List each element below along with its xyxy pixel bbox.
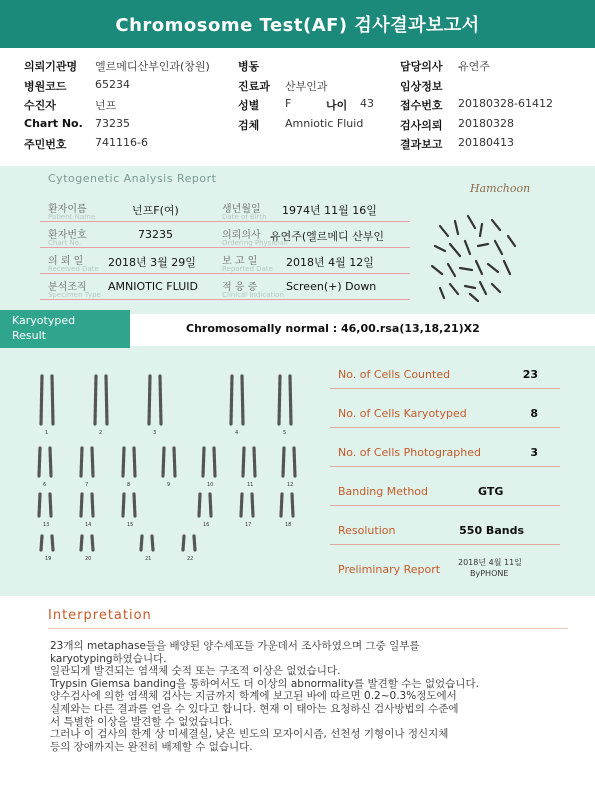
chromosome-17 (241, 494, 242, 516)
chromosome-number: 21 (145, 556, 152, 562)
doctor-value: 유연주 (458, 60, 490, 73)
indication-label: 적 응 증 (222, 282, 258, 293)
banding-label: Banding Method (338, 485, 429, 498)
row-divider (40, 273, 410, 274)
chromosome-21 (141, 536, 142, 550)
specimen-label: 검체 (238, 119, 260, 132)
counted-value: 23 (522, 368, 538, 381)
stat-divider (330, 427, 560, 428)
patient-name-label: 환자이름 (48, 204, 87, 215)
chromosome-8 (134, 448, 135, 476)
resolution-value: 550 Bands (459, 524, 524, 537)
karyotyped-result-label-box (0, 310, 130, 348)
chromosome-21 (152, 536, 153, 550)
banding-value: GTG (478, 485, 504, 498)
sex-label: 성별 (238, 99, 260, 112)
chromosome-7 (92, 448, 93, 476)
dob-label: 생년월일 (222, 204, 261, 215)
chromosome-5 (279, 376, 280, 424)
interpretation-line: 서 특별한 이상을 발견할 수 없었습니다. (50, 715, 233, 728)
receipt-value: 20180328-61412 (458, 97, 553, 110)
chromosome-number: 6 (43, 482, 47, 488)
photographed-label: No. of Cells Photographed (338, 446, 481, 459)
doctor-label: 담당의사 (400, 60, 443, 73)
chart-no-label: 환자번호 (48, 230, 87, 241)
chart-label: Chart No. (24, 117, 83, 130)
analysis-stats (330, 356, 560, 586)
chromosome-13 (39, 494, 40, 516)
interpretation-line: 등의 장애까지는 완전히 배제할 수 없습니다. (50, 740, 253, 753)
received-label: 의 뢰 일 (48, 256, 84, 267)
resolution-label: Resolution (338, 524, 396, 537)
chromosome-number: 4 (235, 430, 239, 436)
chromosome-19 (52, 536, 53, 550)
chromosome-19 (41, 536, 42, 550)
received-sub: Received Date (48, 265, 99, 273)
karyotype-result: Chromosomally normal : 46,00.rsa(13,18,21)X2 (186, 322, 480, 335)
specimen-type-sub: Specimen Type (48, 291, 101, 299)
chromosome-number: 17 (245, 522, 252, 528)
report-date-label: 결과보고 (400, 138, 443, 151)
chromosome-number: 8 (127, 482, 131, 488)
ward-label: 병동 (238, 60, 260, 73)
chromosome-number: 11 (247, 482, 254, 488)
chromosome-number: 22 (187, 556, 194, 562)
chromosome-10 (214, 448, 215, 476)
chromosome-1 (52, 376, 53, 424)
chromosome-6 (50, 448, 51, 476)
chromosome-16 (199, 494, 200, 516)
dept-label: 진료과 (238, 80, 270, 93)
chromosome-20 (92, 536, 93, 550)
clinical-label: 임상정보 (400, 80, 443, 93)
chromosome-3 (160, 376, 161, 424)
chart-no-value: 73235 (138, 228, 173, 241)
chromosome-number: 2 (99, 430, 103, 436)
specimen-value: Amniotic Fluid (285, 117, 364, 130)
chromosome-16 (210, 494, 211, 516)
photographed-value: 3 (530, 446, 538, 459)
hospcode-label: 병원코드 (24, 80, 67, 93)
prelim-via: ByPHONE (470, 569, 509, 578)
karyotyped-count-value: 8 (530, 407, 538, 420)
interpretation-line: 실제와는 다른 결과를 얻을 수 있다고 합니다. 현재 이 태아는 요청하신 검사방법의 수준에 (50, 702, 459, 715)
dob-value: 1974년 11월 16일 (282, 204, 377, 217)
rrn-label: 주민번호 (24, 138, 67, 151)
chromosome-20 (81, 536, 82, 550)
row-divider (40, 221, 410, 222)
chart-no-sub: Chart No. (48, 239, 82, 247)
interpretation-divider (48, 628, 568, 629)
ordering-sub: Ordering Physician (222, 239, 288, 247)
chromosome-11 (254, 448, 255, 476)
patient-info-table (40, 194, 410, 304)
karyotype-result-box (130, 314, 595, 346)
chromosome-10 (203, 448, 204, 476)
interpretation-line: 그러나 이 검사의 한계 상 미세결실, 낮은 빈도의 모자이시즘, 선천성 기형이나 정신지체 (50, 728, 449, 741)
chromosome-11 (243, 448, 244, 476)
interpretation-text (50, 640, 570, 753)
chromosome-number: 10 (207, 482, 214, 488)
chromosome-9 (163, 448, 164, 476)
chromosome-4 (242, 376, 243, 424)
stat-divider (330, 505, 560, 506)
chromosome-18 (281, 494, 282, 516)
received-value: 2018년 3월 29일 (108, 256, 196, 269)
chromosome-number: 3 (153, 430, 157, 436)
chromosome-14 (92, 494, 93, 516)
prelim-label: Preliminary Report (338, 563, 441, 576)
chromosome-number: 20 (85, 556, 92, 562)
chromosome-12 (294, 448, 295, 476)
request-value: 20180328 (458, 117, 514, 130)
karyogram-image (26, 372, 316, 572)
chromosome-number: 7 (85, 482, 89, 488)
specimen-type-value: AMNIOTIC FLUID (108, 280, 198, 293)
patient-name-sub: Patient Name (48, 213, 96, 221)
chromosome-14 (81, 494, 82, 516)
reported-label: 보 고 일 (222, 256, 258, 267)
interpretation-line: 양수검사에 의한 염색체 검사는 지금까지 학계에 보고된 바에 따르면 0.2~0.3%정도에서 (50, 690, 457, 703)
dob-sub: Date of Birth (222, 213, 267, 221)
request-label: 검사의뢰 (400, 119, 443, 132)
chromosome-number: 16 (203, 522, 210, 528)
reported-value: 2018년 4월 12일 (286, 256, 374, 269)
hospcode-value: 65234 (95, 78, 130, 91)
receipt-label: 접수번호 (400, 99, 443, 112)
metaphase-spread-image (420, 206, 530, 306)
chromosome-number: 18 (285, 522, 292, 528)
chromosome-5 (290, 376, 291, 424)
chromosome-number: 1 (45, 430, 49, 436)
hospital-value: 엘르메디산부인과(창원) (95, 60, 210, 73)
stat-divider (330, 466, 560, 467)
hospital-label: 의뢰기관명 (24, 60, 78, 73)
chromosome-13 (50, 494, 51, 516)
chromosome-4 (231, 376, 232, 424)
cytogenetic-report (0, 166, 595, 596)
interpretation-line: Trypsin Giemsa banding을 통하여서도 더 이상의 abnormality를 발견할 수는 없었습니다. (50, 677, 479, 690)
report-date-value: 20180413 (458, 136, 514, 149)
dept-value: 산부인과 (285, 80, 328, 93)
row-divider (40, 299, 410, 300)
chromosome-9 (174, 448, 175, 476)
chromosome-3 (149, 376, 150, 424)
request-info (0, 52, 595, 160)
karyotyped-label: Karyotyped (12, 314, 76, 327)
counted-label: No. of Cells Counted (338, 368, 451, 381)
chromosome-18 (292, 494, 293, 516)
indication-sub: Clinical Indication (222, 291, 284, 299)
lab-logo: Hamchoon (470, 182, 531, 195)
chromosome-number: 13 (43, 522, 50, 528)
karyotyped-count-label: No. of Cells Karyotyped (338, 407, 467, 420)
chromosome-2 (95, 376, 96, 424)
report-title: Chromosome Test(AF) 검사결과보고서 (115, 15, 480, 36)
ordering-label: 의뢰의사 (222, 230, 261, 241)
chromosome-number: 14 (85, 522, 92, 528)
chromosome-number: 12 (287, 482, 294, 488)
chromosome-7 (81, 448, 82, 476)
ordering-value: 유연주(엘르메디 산부인 (270, 230, 385, 243)
row-divider (40, 247, 410, 248)
report-section-title: Cytogenetic Analysis Report (48, 172, 217, 185)
sex-value: F (285, 97, 292, 110)
chromosome-number: 19 (45, 556, 52, 562)
chromosome-22 (194, 536, 195, 550)
chromosome-8 (123, 448, 124, 476)
interpretation-line: 23개의 metaphase들을 배양된 양수세포들 가운데서 조사하였으며 그중 일부를 (50, 640, 420, 652)
chromosome-1 (41, 376, 42, 424)
result-label: Result (12, 329, 46, 342)
patient-value: 넌프 (95, 99, 117, 112)
stat-divider (330, 388, 560, 389)
reported-sub: Reported Date (222, 265, 273, 273)
rrn-value: 741116-6 (95, 136, 148, 149)
interpretation-title: Interpretation (48, 608, 152, 623)
chromosome-number: 15 (127, 522, 134, 528)
chromosome-number: 9 (167, 482, 171, 488)
chromosome-12 (283, 448, 284, 476)
chromosome-22 (183, 536, 184, 550)
age-label: 나이 (326, 99, 348, 112)
chart-value: 73235 (95, 117, 130, 130)
chromosome-number: 5 (283, 430, 287, 436)
chromosome-17 (252, 494, 253, 516)
patient-label: 수진자 (24, 99, 56, 112)
chromosome-15 (134, 494, 135, 516)
interpretation-line: 일관되게 발견되는 염색체 숫적 또는 구조적 이상은 없었습니다. (50, 665, 341, 678)
chromosome-6 (39, 448, 40, 476)
stat-divider (330, 544, 560, 545)
report-header (0, 0, 595, 48)
age-value: 43 (360, 97, 374, 110)
patient-name-value: 넌프F(여) (132, 204, 179, 217)
chromosome-15 (123, 494, 124, 516)
interpretation-line: karyotyping하였습니다. (50, 652, 167, 665)
prelim-date: 2018년 4월 11일 (458, 558, 522, 567)
specimen-type-label: 분석조직 (48, 282, 87, 293)
indication-value: Screen(+) Down (286, 280, 377, 293)
chromosome-2 (106, 376, 107, 424)
